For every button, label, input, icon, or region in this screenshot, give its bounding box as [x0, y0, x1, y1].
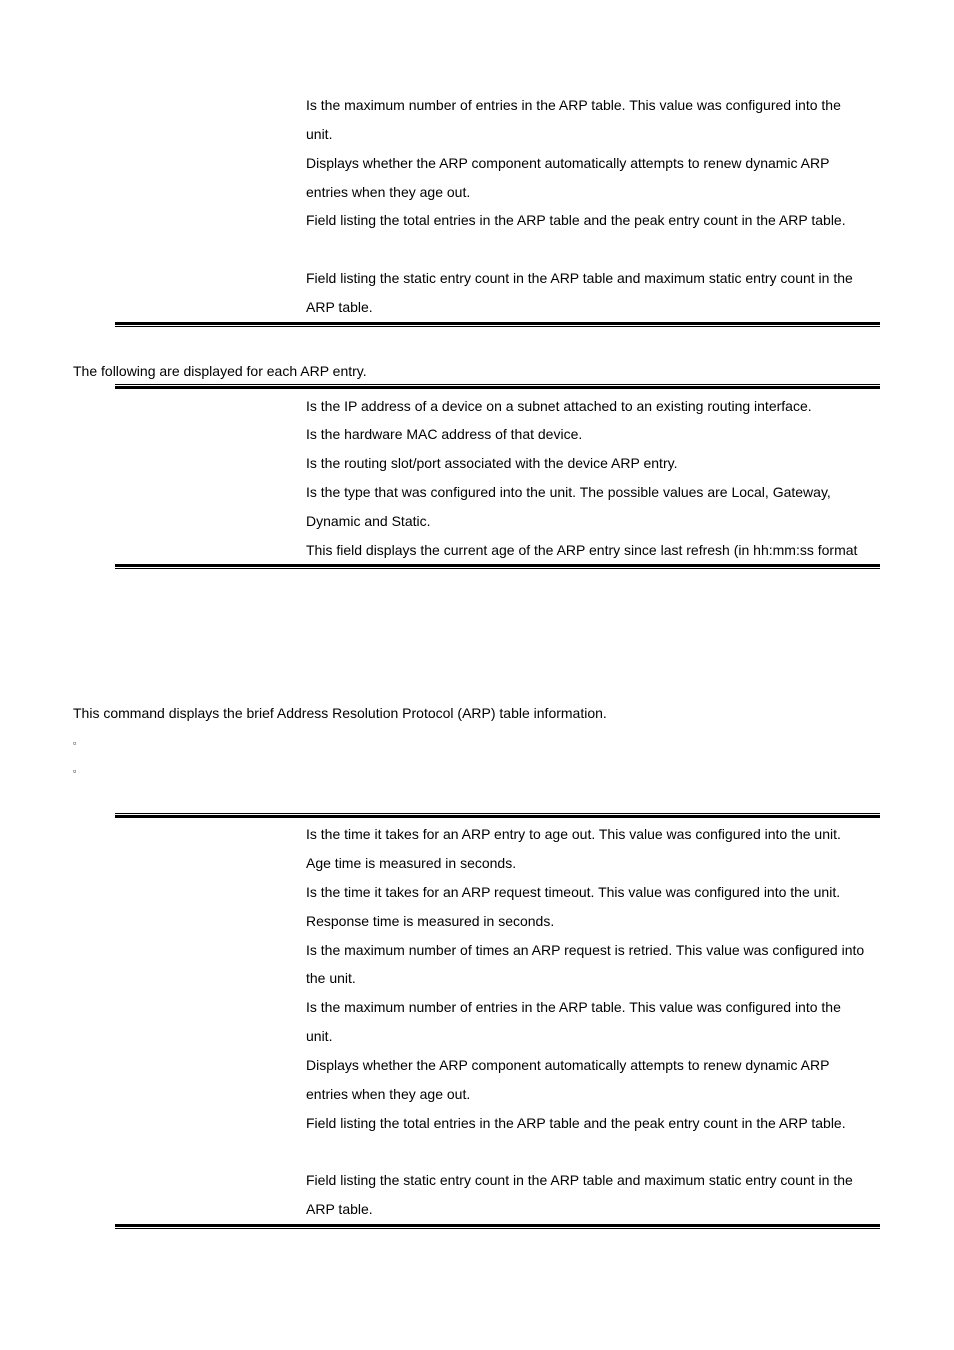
table3-line: Response time is measured in seconds. — [306, 913, 555, 929]
table1-line: Field listing the total entries in the ARP table and the peak entry count in the ARP table. — [306, 212, 846, 228]
table2-line: Is the IP address of a device on a subnet attached to an existing routing interface. — [306, 398, 812, 414]
table3-line: Is the time it takes for an ARP entry to age out. This value was configured into the unit. — [306, 826, 841, 842]
table2-line: Is the hardware MAC address of that device. — [306, 426, 583, 442]
table2-top-rule — [115, 384, 880, 389]
table3-line: Field listing the total entries in the ARP table and the peak entry count in the ARP table. — [306, 1115, 846, 1131]
table2-bottom-rule — [115, 564, 880, 569]
command-description: This command displays the brief Address Resolution Protocol (ARP) table information. — [73, 705, 607, 721]
table3-line: Age time is measured in seconds. — [306, 855, 517, 871]
table3-line: the unit. — [306, 970, 356, 986]
table1-bottom-rule — [115, 322, 880, 327]
table1-line: Displays whether the ARP component automatically attempts to renew dynamic ARP — [306, 155, 830, 171]
table1-line: ARP table. — [306, 299, 373, 315]
table3-line: Is the maximum number of entries in the ARP table. This value was configured into the — [306, 999, 841, 1015]
bullet-icon: ▫ — [73, 738, 77, 748]
table1-line: entries when they age out. — [306, 184, 471, 200]
table1-line: Field listing the static entry count in the ARP table and maximum static entry count in the — [306, 270, 853, 286]
table1-line: unit. — [306, 126, 333, 142]
table3-line: Is the maximum number of times an ARP request is retried. This value was configured into — [306, 942, 865, 958]
table1-line: Is the maximum number of entries in the ARP table. This value was configured into the — [306, 97, 841, 113]
table2-line: This field displays the current age of the ARP entry since last refresh (in hh:mm:ss format — [306, 542, 858, 558]
table2-line: Is the type that was configured into the unit. The possible values are Local, Gateway, — [306, 484, 831, 500]
table3-line: ARP table. — [306, 1201, 373, 1217]
table2-line: Dynamic and Static. — [306, 513, 431, 529]
table2-line: Is the routing slot/port associated with the device ARP entry. — [306, 455, 678, 471]
table3-line: Field listing the static entry count in the ARP table and maximum static entry count in the — [306, 1172, 853, 1188]
table3-line: unit. — [306, 1028, 333, 1044]
table3-line: entries when they age out. — [306, 1086, 471, 1102]
table3-bottom-rule — [115, 1224, 880, 1229]
bullet-icon: ▫ — [73, 766, 77, 776]
table3-line: Displays whether the ARP component automatically attempts to renew dynamic ARP — [306, 1057, 830, 1073]
intro-text: The following are displayed for each ARP entry. — [73, 363, 367, 379]
table3-top-rule — [115, 813, 880, 818]
table3-line: Is the time it takes for an ARP request timeout. This value was configured into the unit. — [306, 884, 841, 900]
